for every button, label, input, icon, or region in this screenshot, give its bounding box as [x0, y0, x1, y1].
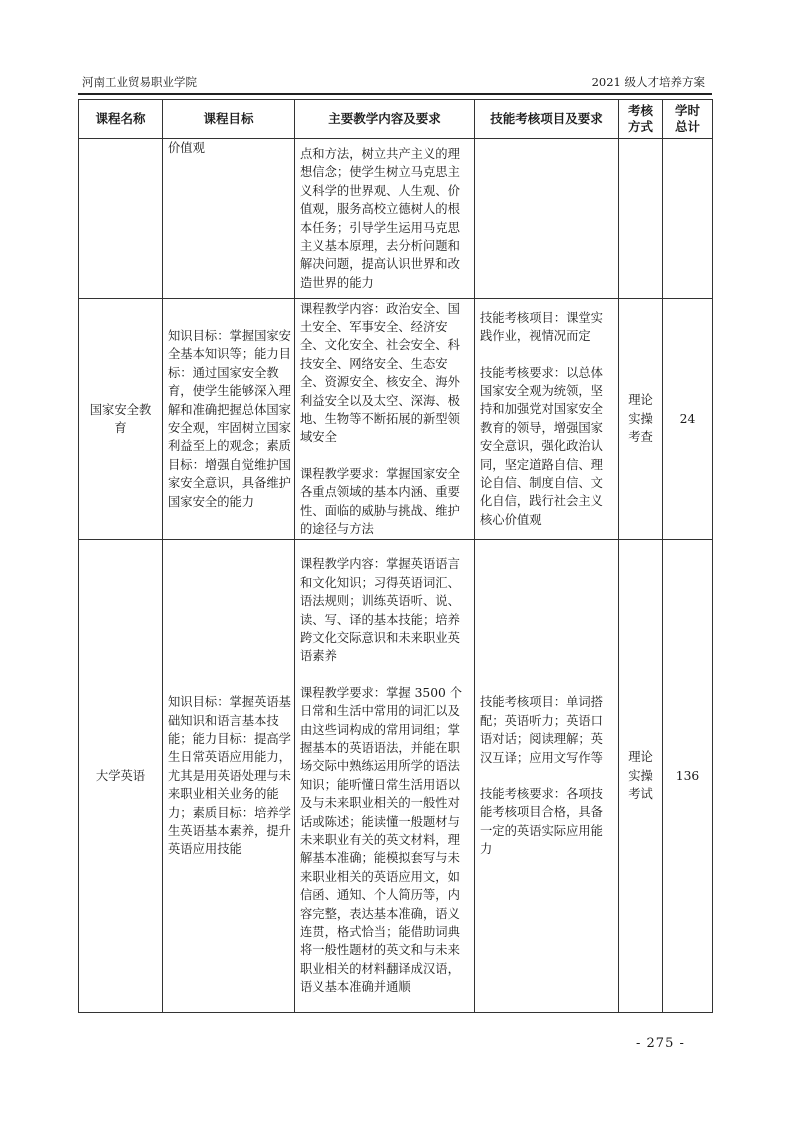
skill-requirement: 技能考核要求：以总体国家安全观为统领，坚持和加强党对国家安全教育的领导，增强国家安全意识，强化政治认同，坚定道路自信、理论自信、制度自信、文化自信，践行社会主义核心价值观 — [480, 365, 603, 527]
skill-requirement: 技能考核要求：各项技能考核项目合格，具备一定的英语实际应用能力 — [480, 787, 603, 857]
hours-cell: 24 — [663, 299, 713, 540]
exam-method-cell — [619, 139, 663, 299]
course-name-cell — [79, 139, 163, 299]
course-name-cell: 国家安全教育 — [79, 299, 163, 540]
header-course-goal: 课程目标 — [163, 100, 295, 139]
teaching-content-cell: 点和方法，树立共产主义的理想信念；使学生树立马克思主义科学的世界观、人生观、价值观，服务高校立德树人的根本任务；引导学生运用马克思主义基本原理，去分析问题和解决问题，提高认识世界和改造世界的能力 — [295, 139, 475, 299]
course-goal-cell: 知识目标：掌握英语基础知识和语言基本技能；能力目标：提高学生日常英语应用能力，尤其是用英语处理与未来职业相关业务的能力；素质目标：培养学生英语基本素养，提升英语应用技能 — [163, 540, 295, 1013]
document-title: 2021 级人才培养方案 — [591, 75, 705, 89]
hours-cell: 136 — [663, 540, 713, 1013]
header-exam-method — [619, 100, 663, 139]
skill-cell — [475, 540, 619, 1013]
header-hours-line1: 学时 — [674, 103, 700, 118]
table-row — [79, 139, 713, 299]
exam-method-cell: 理论实操考试 — [619, 540, 663, 1013]
content-requirement: 课程教学要求：掌握国家安全各重点领域的基本内涵、重要性、面临的威胁与挑战、维护的途径与方法 — [300, 466, 460, 537]
hours-cell — [663, 139, 713, 299]
content-intro: 课程教学内容：政治安全、国土安全、军事安全、经济安全、文化安全、社会安全、科技安全、网络安全、生态安全、资源安全、核安全、海外利益安全以及太空、深海、极地、生物等不断拓展的新型领域安全 — [300, 301, 460, 445]
table-row — [79, 540, 713, 1013]
content-intro: 课程教学内容：掌握英语语言和文化知识；习得英语词汇、语法规则；训练英语听、说、读、写、译的基本技能；培养跨文化交际意识和未来职业英语素养 — [300, 557, 460, 664]
exam-method-cell: 理论实操考查 — [619, 299, 663, 540]
header-course-name: 课程名称 — [79, 100, 163, 139]
skill-project: 技能考核项目：单词搭配；英语听力；英语口语对话；阅读理解；英汉互译；应用文写作等 — [480, 695, 603, 765]
school-name: 河南工业贸易职业学院 — [82, 75, 197, 89]
header-hours-line2: 总计 — [674, 119, 700, 134]
course-goal-cell: 价值观 — [163, 139, 295, 299]
header-divider — [78, 93, 712, 95]
skill-project: 技能考核项目：课堂实践作业，视情况而定 — [480, 310, 603, 344]
header-exam-line1: 考核 — [627, 103, 653, 118]
header-teaching-content: 主要教学内容及要求 — [295, 100, 475, 139]
page-header — [78, 72, 711, 90]
course-table — [78, 99, 713, 1013]
table-row — [79, 299, 713, 540]
page-number: - 275 - — [636, 1036, 685, 1051]
skill-cell — [475, 139, 619, 299]
content-requirement: 课程教学要求：掌握 3500 个日常和生活中常用的词汇以及由这些词构成的常用词组；掌握基本的英语语法，并能在职场交际中熟练运用所学的语法知识；能听懂日常生活用语以及与未来职业相关的一般性对话或陈述；能读懂一般题材与未来职业有关的英文材料，理解基本准确；能模拟套写与未来职业相关的英语应用文，如信函、通知、个人简历等，内容完整，表达基本准确，语义连贯，格式恰当；能借助词典将一般性题材的英文和与未来职业相关的材料翻译成汉语，语义基本准确并通顺 — [300, 685, 463, 995]
course-goal-cell: 知识目标：掌握国家安全基本知识等；能力目标：通过国家安全教育，使学生能够深入理解和准确把握总体国家安全观，牢固树立国家利益至上的观念；素质目标：增强自觉维护国家安全意识，具备维护国家安全的能力 — [163, 299, 295, 540]
teaching-content-cell — [295, 540, 475, 1013]
header-total-hours — [663, 100, 713, 139]
header-exam-line2: 方式 — [627, 119, 653, 134]
skill-cell — [475, 299, 619, 540]
table-header-row — [79, 100, 713, 139]
teaching-content-cell — [295, 299, 475, 540]
course-name-cell: 大学英语 — [79, 540, 163, 1013]
header-skill-assessment: 技能考核项目及要求 — [475, 100, 619, 139]
